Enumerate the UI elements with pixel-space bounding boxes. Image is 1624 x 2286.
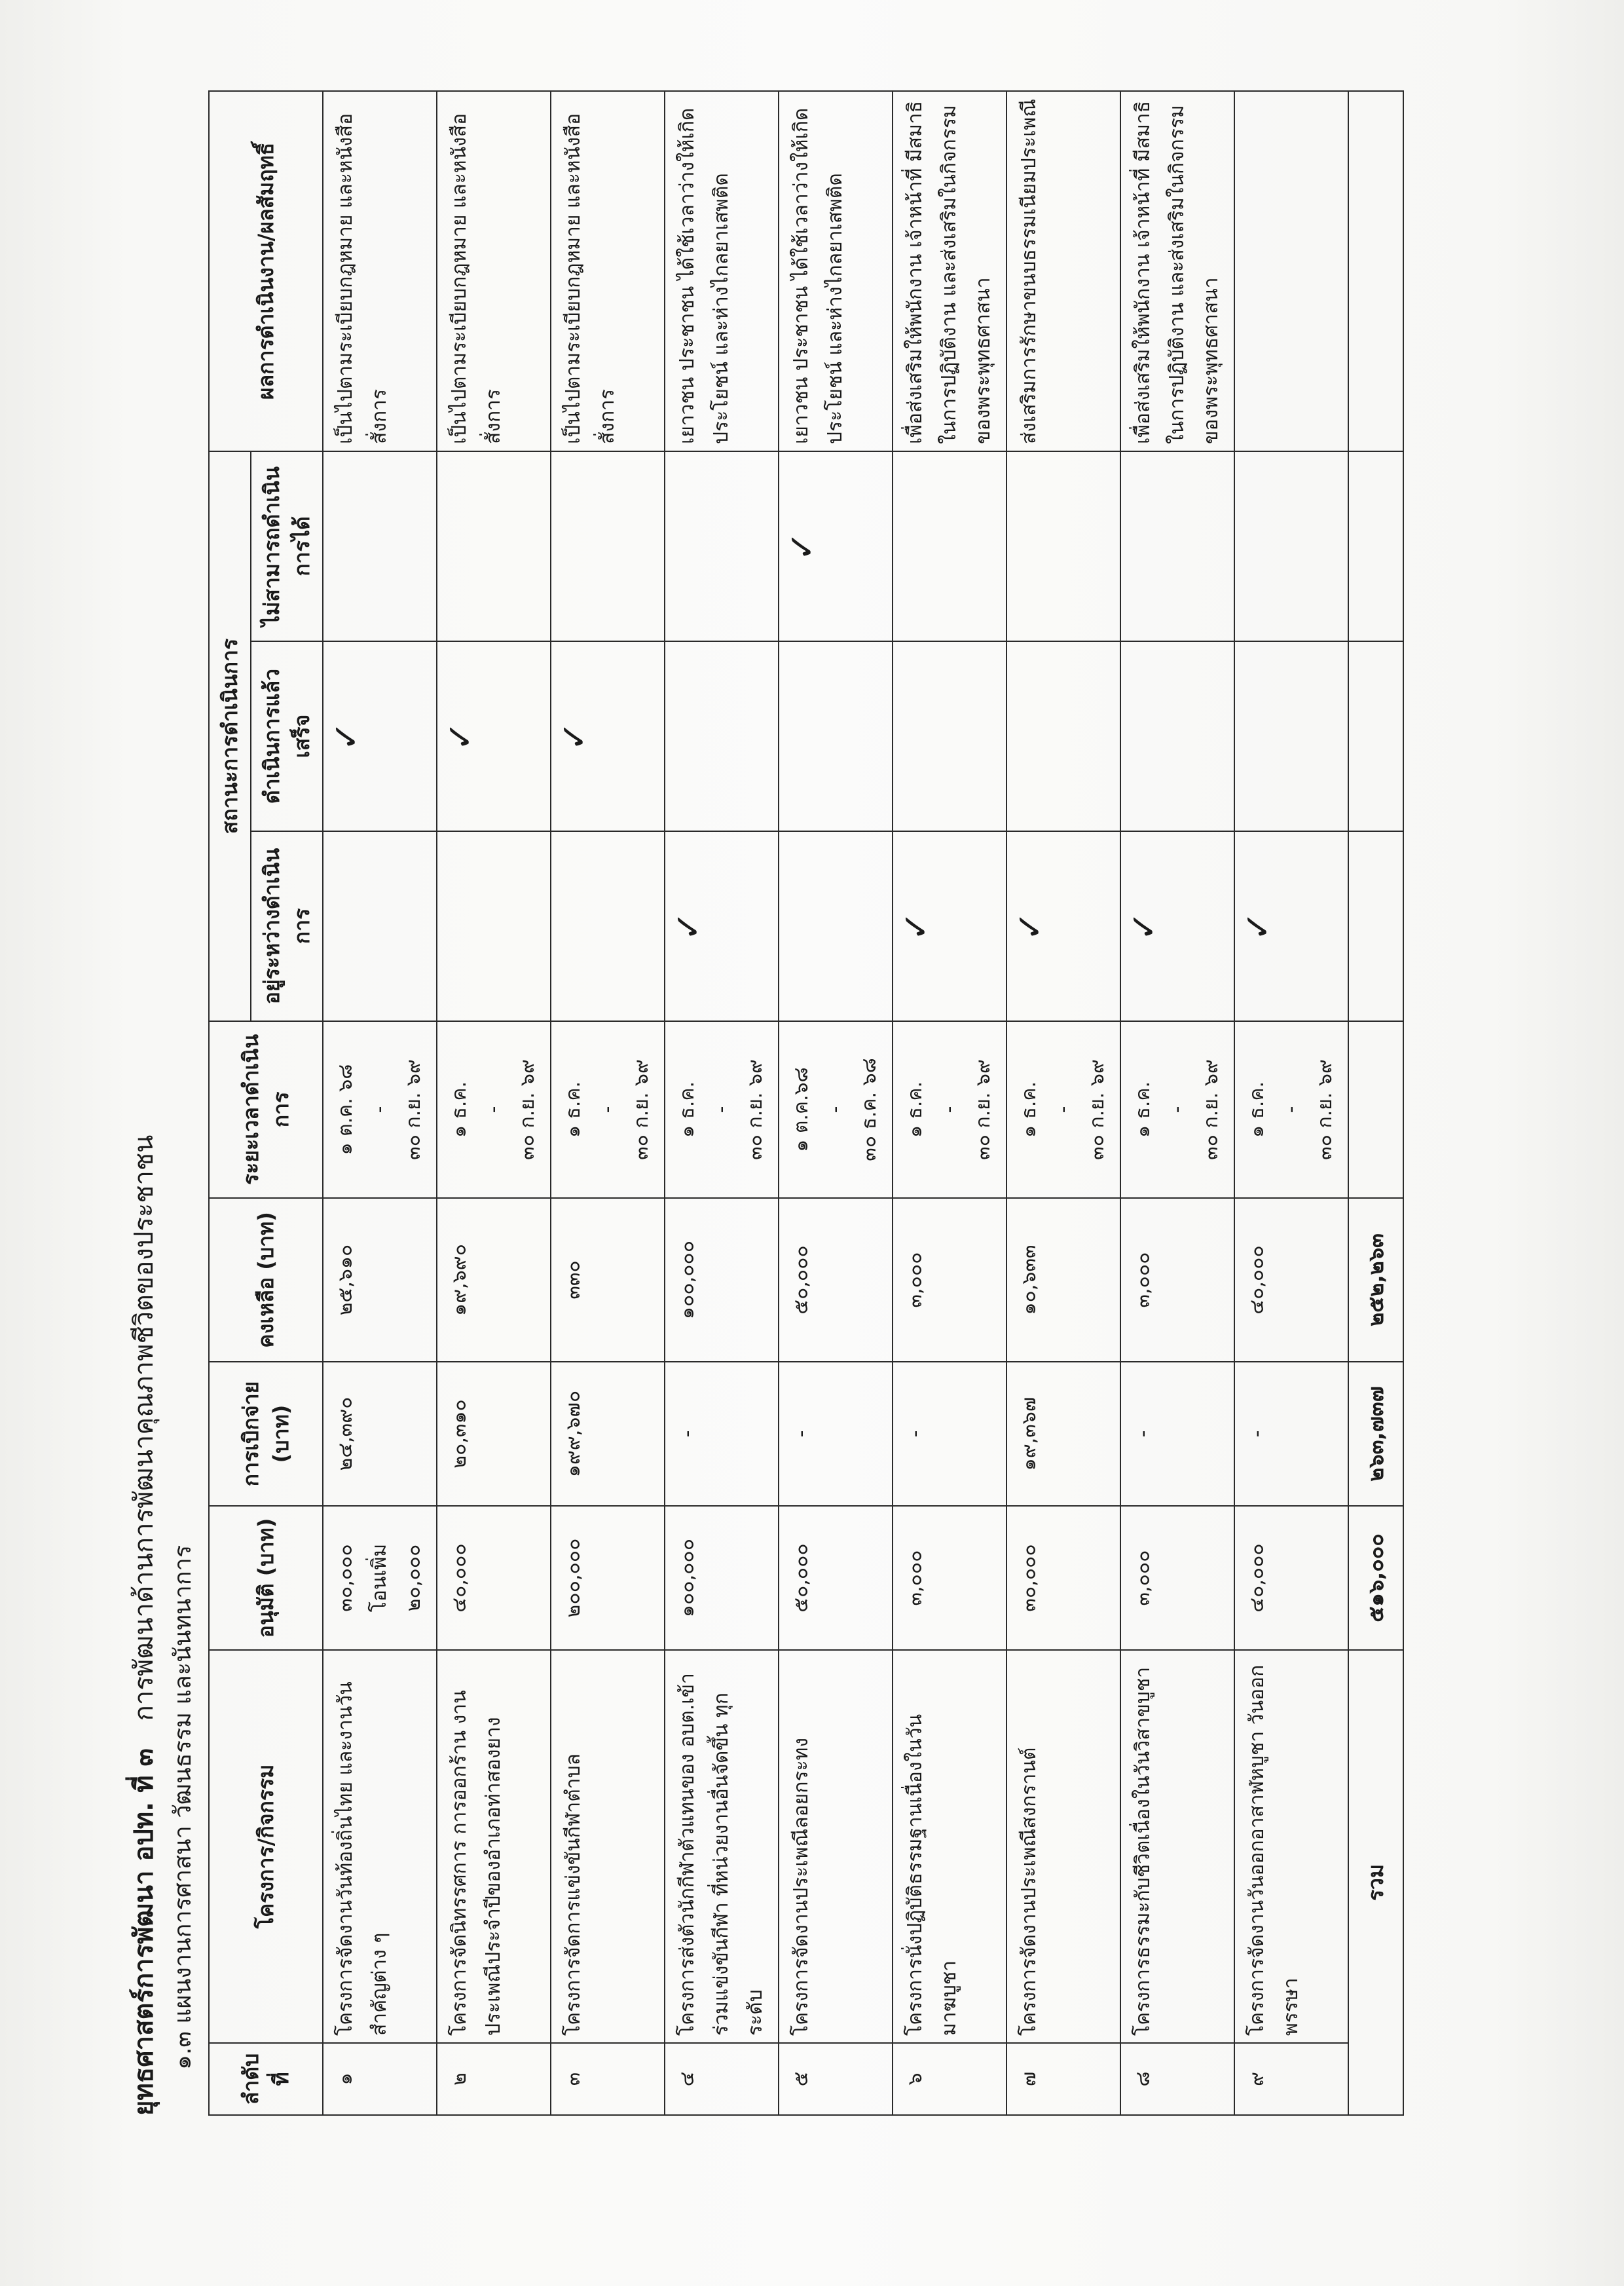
row-period (1234, 1021, 1348, 1198)
row-status-done (1006, 641, 1120, 831)
row-status-in-progress (893, 831, 1006, 1021)
check-mark-icon: ✓ (1123, 911, 1164, 941)
row-number: ๔ (665, 2043, 779, 2115)
approved-amount: ๔๐,๐๐๐ (448, 1543, 471, 1613)
row-project: โครงการจัดงานประเพณีลอยกระทง (779, 1650, 893, 2043)
row-period (779, 1021, 893, 1198)
total-spent: ๒๖๓,๗๓๗ (1348, 1362, 1403, 1506)
period-dash: - (1280, 1106, 1302, 1114)
col-approved: อนุมัติ (บาท) (209, 1506, 323, 1650)
row-approved (779, 1506, 893, 1650)
row-project: โครงการธรรมะกับชีวิตเนื่องในวันวิสาขบูชา (1120, 1650, 1234, 2043)
col-project: โครงการ/กิจกรรม (209, 1650, 323, 2043)
col-remaining: คงเหลือ (บาท) (209, 1198, 323, 1362)
period-dash: - (938, 1106, 961, 1114)
check-mark-icon: ✓ (781, 531, 822, 561)
table-row (323, 91, 437, 2115)
row-spent: ๒๐,๓๑๐ (437, 1362, 551, 1506)
row-approved (893, 1506, 1006, 1650)
row-status-not-possible (1234, 451, 1348, 641)
table-row (1006, 91, 1120, 2115)
period-start: ๑ ธ.ค. (676, 1081, 699, 1138)
row-status-done (893, 641, 1006, 831)
period-dash: - (368, 1106, 391, 1114)
row-number: ๘ (1120, 2043, 1234, 2115)
row-project: โครงการจัดงานวันท้องถิ่นไทย และงานวันสำคัญต่าง ๆ (323, 1650, 437, 2043)
row-status-done (437, 641, 551, 831)
row-status-in-progress (779, 831, 893, 1021)
row-number: ๗ (1006, 2043, 1120, 2115)
row-result: เป็นไปตามระเบียบกฎหมาย และหนังสือสั่งการ (551, 91, 665, 451)
row-period (1120, 1021, 1234, 1198)
period-end: ๓๐ ก.ย. ๖๙ (402, 1059, 425, 1160)
period-end: ๓๐ ก.ย. ๖๙ (1200, 1059, 1223, 1160)
row-approved (551, 1506, 665, 1650)
row-result: ส่งเสริมการรักษาขนบธรรมเนียมประเพณี (1006, 91, 1120, 451)
approved-amount: ๓,๐๐๐ (904, 1550, 927, 1606)
row-period (551, 1021, 665, 1198)
row-remaining: ๓,๐๐๐ (893, 1198, 1006, 1362)
row-spent: - (665, 1362, 779, 1506)
row-result: เยาวชน ประชาชน ได้ใช้เวลาว่างให้เกิดประโยชน์ และห่างไกลยาเสพติด (665, 91, 779, 451)
col-in-progress: อยู่ระหว่างดำเนินการ (251, 831, 323, 1021)
check-mark-icon: ✓ (667, 911, 709, 941)
row-result (1234, 91, 1348, 451)
total-empty-status-1 (1348, 831, 1403, 1021)
row-spent: ๒๔,๓๙๐ (323, 1362, 437, 1506)
row-status-not-possible (893, 451, 1006, 641)
row-project: โครงการส่งตัวนักกีฬาตัวแทนของ อบต.เข้าร่วมแข่งขันกีฬา ที่หน่วยงานอื่นจัดขึ้น ทุกระดับ (665, 1650, 779, 2043)
row-spent: - (1234, 1362, 1348, 1506)
table-row (437, 91, 551, 2115)
row-status-not-possible (437, 451, 551, 641)
table-row (1234, 91, 1348, 2115)
period-dash: - (482, 1106, 505, 1114)
period-end: ๓๐ ก.ย. ๖๙ (516, 1059, 539, 1160)
check-mark-icon: ✓ (439, 721, 481, 751)
total-approved: ๕๑๖,๐๐๐ (1348, 1506, 1403, 1650)
row-status-in-progress (323, 831, 437, 1021)
row-project: โครงการจัดนิทรรศการ การออกร้าน งานประเพณีประจำปีของอำเภอท่าสองยาง (437, 1650, 551, 2043)
total-row (1348, 91, 1403, 2115)
period-end: ๓๐ ก.ย. ๖๙ (1314, 1059, 1337, 1160)
row-status-in-progress (665, 831, 779, 1021)
row-remaining: ๑๐,๖๓๓ (1006, 1198, 1120, 1362)
period-start: ๑ ธ.ค. (1132, 1081, 1154, 1138)
col-no: ลำดับที่ (209, 2043, 323, 2115)
row-period (437, 1021, 551, 1198)
row-remaining: ๔๐,๐๐๐ (1234, 1198, 1348, 1362)
row-spent: ๑๙๙,๖๗๐ (551, 1362, 665, 1506)
total-remaining: ๒๕๒,๒๖๓ (1348, 1198, 1403, 1362)
period-start: ๑ ธ.ค. (562, 1081, 585, 1138)
row-number: ๖ (893, 2043, 1006, 2115)
row-approved (1234, 1506, 1348, 1650)
table-row (665, 91, 779, 2115)
row-project: โครงการจัดการแข่งขันกีฬาตำบล (551, 1650, 665, 2043)
row-status-done (1120, 641, 1234, 831)
row-remaining: ๓๓๐ (551, 1198, 665, 1362)
strategy-heading (124, 20, 164, 2116)
period-dash: - (824, 1106, 847, 1114)
table-row (779, 91, 893, 2115)
row-spent: - (779, 1362, 893, 1506)
row-project: โครงการนั่งปฏิบัติธรรมฐานเนื่องในวันมาฆบูชา (893, 1650, 1006, 2043)
approved-amount: ๒๐๐,๐๐๐ (562, 1538, 585, 1618)
row-status-in-progress (551, 831, 665, 1021)
period-dash: - (1166, 1106, 1189, 1114)
row-result: เป็นไปตามระเบียบกฎหมาย และหนังสือสั่งการ (437, 91, 551, 451)
total-empty-result (1348, 91, 1403, 451)
row-period (1006, 1021, 1120, 1198)
table-row (893, 91, 1006, 2115)
row-status-in-progress (1006, 831, 1120, 1021)
table-header-row (209, 91, 251, 2115)
total-label: รวม (1348, 1650, 1403, 2115)
col-spent: การเบิกจ่าย (บาท) (209, 1362, 323, 1506)
row-status-not-possible (323, 451, 437, 641)
row-period (893, 1021, 1006, 1198)
row-status-in-progress (1120, 831, 1234, 1021)
row-result: เพื่อส่งเสริมให้พนักงาน เจ้าหน้าที่ มีสมาธิ ในการปฏิบัติงาน และส่งเสริมในกิจกรรมของพระพุทธศาสนา (893, 91, 1006, 451)
row-result: เพื่อส่งเสริมให้พนักงาน เจ้าหน้าที่ มีสมาธิ ในการปฏิบัติงาน และส่งเสริมในกิจกรรมของพระพุทธศาสนา (1120, 91, 1234, 451)
check-mark-icon: ✓ (1237, 911, 1278, 941)
approved-transfer-label: โอนเพิ่ม (368, 1543, 391, 1613)
row-number: ๓ (551, 2043, 665, 2115)
period-dash: - (1052, 1106, 1075, 1114)
row-approved (437, 1506, 551, 1650)
row-status-not-possible (551, 451, 665, 641)
row-remaining: ๓,๐๐๐ (1120, 1198, 1234, 1362)
row-spent: - (893, 1362, 1006, 1506)
check-mark-icon: ✓ (553, 721, 595, 751)
period-end: ๓๐ ก.ย. ๖๙ (744, 1059, 767, 1160)
row-status-in-progress (1234, 831, 1348, 1021)
row-project: โครงการจัดงานวันออกอาสาฬหบูชา วันออกพรรษา (1234, 1650, 1348, 2043)
period-start: ๑ ธ.ค. (904, 1081, 927, 1138)
strategy-description: การพัฒนาด้านการพัฒนาคุณภาพชีวิตของประชาชน (129, 1134, 159, 1721)
row-status-not-possible (1006, 451, 1120, 641)
approved-amount: ๔๐,๐๐๐ (1246, 1543, 1268, 1613)
row-approved (323, 1506, 437, 1650)
col-result: ผลการดำเนินงาน/ผลสัมฤทธิ์ (209, 91, 323, 451)
row-status-not-possible (1120, 451, 1234, 641)
approved-transfer-amount: ๒๐,๐๐๐ (402, 1544, 425, 1612)
approved-amount: ๑๐๐,๐๐๐ (676, 1538, 699, 1618)
period-dash: - (596, 1106, 619, 1114)
check-mark-icon: ✓ (325, 721, 367, 751)
period-start: ๑ ธ.ค. (1018, 1081, 1041, 1138)
approved-amount: ๕๐,๐๐๐ (790, 1543, 813, 1613)
row-project: โครงการจัดงานประเพณีสงกรานต์ (1006, 1650, 1120, 2043)
period-start: ๑ ต.ค. ๖๘ (334, 1064, 357, 1155)
period-end: ๓๐ ก.ย. ๖๙ (1086, 1059, 1109, 1160)
row-spent: ๑๙,๓๖๗ (1006, 1362, 1120, 1506)
strategy-title: ยุทธศาสตร์การพัฒนา อปท. ที่ ๓ (129, 1748, 159, 2116)
row-status-done (779, 641, 893, 831)
row-number: ๙ (1234, 2043, 1348, 2115)
period-start: ๑ ธ.ค. (1246, 1081, 1268, 1138)
period-start: ๑ ธ.ค. (448, 1081, 471, 1138)
row-remaining: ๑๐๐,๐๐๐ (665, 1198, 779, 1362)
col-not-possible: ไม่สามารถดำเนินการได้ (251, 451, 323, 641)
row-number: ๑ (323, 2043, 437, 2115)
approved-amount: ๓๐,๐๐๐ (1018, 1544, 1041, 1612)
period-end: ๓๐ ก.ย. ๖๙ (972, 1059, 995, 1160)
total-empty-status-2 (1348, 641, 1403, 831)
total-empty-status-3 (1348, 451, 1403, 641)
plan-table (208, 90, 1404, 2116)
plan-heading: ๑.๓ แผนงานการศาสนา วัฒนธรรม และนันทนาการ (170, 1545, 196, 2070)
row-approved (1006, 1506, 1120, 1650)
table-body (323, 91, 1348, 2115)
row-status-not-possible (779, 451, 893, 641)
col-done: ดำเนินการแล้วเสร็จ (251, 641, 323, 831)
period-start: ๑ ต.ค.๖๘ (790, 1067, 813, 1152)
row-status-not-possible (665, 451, 779, 641)
row-status-done (665, 641, 779, 831)
row-status-done (323, 641, 437, 831)
row-approved (665, 1506, 779, 1650)
row-result: เป็นไปตามระเบียบกฎหมาย และหนังสือสั่งการ (323, 91, 437, 451)
row-number: ๒ (437, 2043, 551, 2115)
row-spent: - (1120, 1362, 1234, 1506)
row-result: เยาวชน ประชาชน ได้ใช้เวลาว่างให้เกิดประโยชน์ และห่างไกลยาเสพติด (779, 91, 893, 451)
row-status-done (1234, 641, 1348, 831)
row-approved (1120, 1506, 1234, 1650)
total-empty-period (1348, 1021, 1403, 1198)
row-status-in-progress (437, 831, 551, 1021)
col-status: สถานะการดำเนินการ (209, 451, 251, 1021)
row-remaining: ๕๐,๐๐๐ (779, 1198, 893, 1362)
row-remaining: ๒๕,๖๑๐ (323, 1198, 437, 1362)
rotated-document (124, 20, 1526, 2116)
row-number: ๕ (779, 2043, 893, 2115)
period-dash: - (710, 1106, 733, 1114)
row-status-done (551, 641, 665, 831)
approved-amount: ๓๐,๐๐๐ (334, 1544, 357, 1612)
check-mark-icon: ✓ (895, 911, 936, 941)
row-period (665, 1021, 779, 1198)
table-row (551, 91, 665, 2115)
row-period (323, 1021, 437, 1198)
period-end: ๓๐ ก.ย. ๖๙ (630, 1059, 653, 1160)
period-end: ๓๐ ธ.ค. ๖๘ (858, 1058, 881, 1161)
approved-amount: ๓,๐๐๐ (1132, 1550, 1154, 1606)
check-mark-icon: ✓ (1009, 911, 1050, 941)
table-row (1120, 91, 1234, 2115)
col-period: ระยะเวลาดำเนินการ (209, 1021, 323, 1198)
row-remaining: ๑๙,๖๙๐ (437, 1198, 551, 1362)
